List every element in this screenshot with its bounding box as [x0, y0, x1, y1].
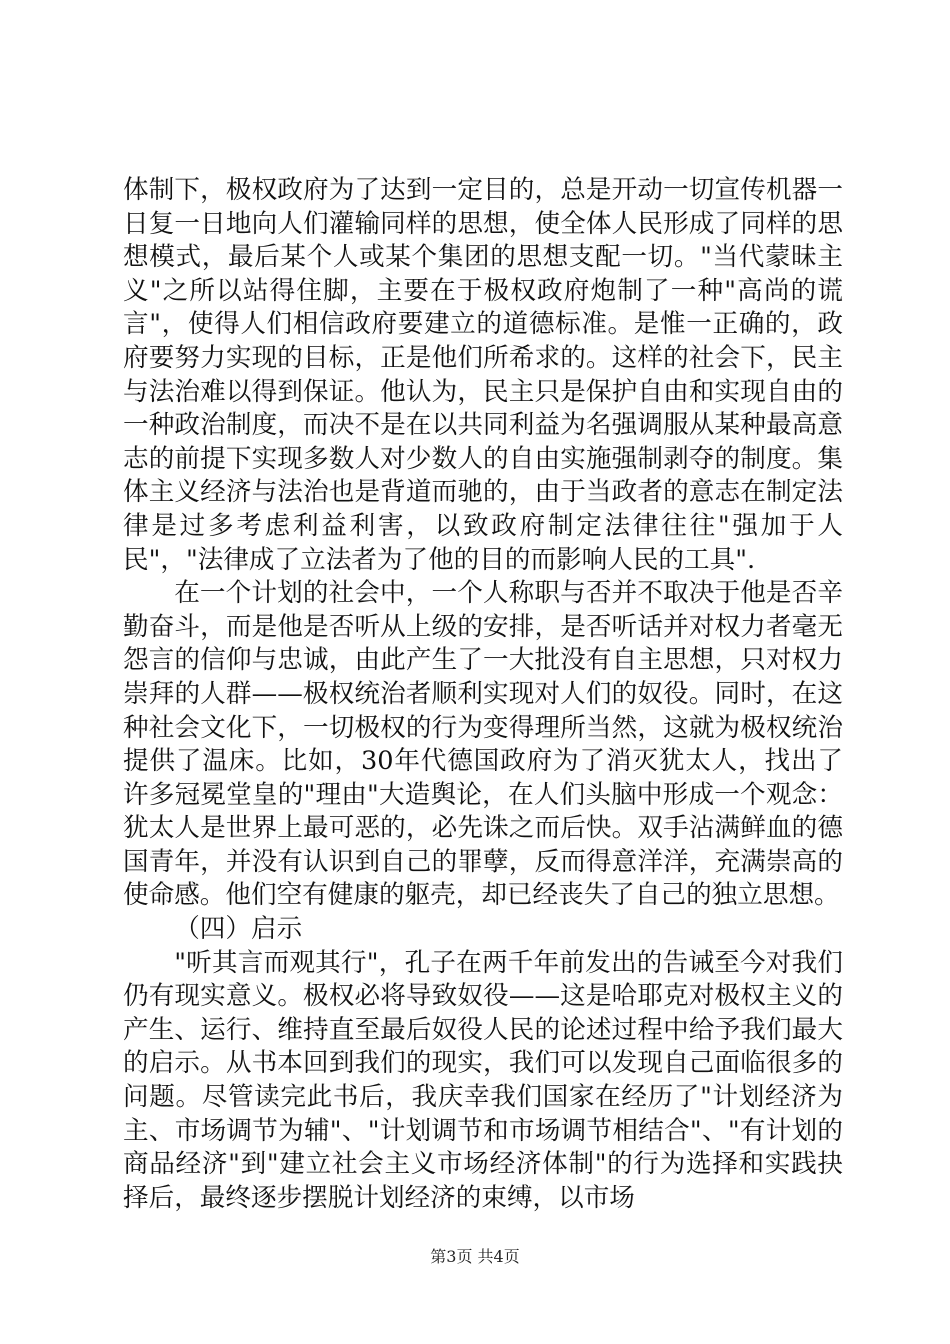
page-number-footer: 第3页 共4页	[430, 1247, 520, 1266]
body-paragraph-2: 在一个计划的社会中，一个人称职与否并不取决于他是否辛勤奋斗，而是他是否听从上级的安排，是否听话并对权力者毫无怨言的信仰与忠诚，由此产生了一大批没有自主思想，只对权力崇拜的人群——极权统治者顺利实现对人们的奴役。同时，在这种社会文化下，一切极权的行为变得理所当然，这就为极权统治提供了温床。比如，30年代德国政府为了消灭犹太人，找出了许多冠冕堂皇的"理由"大造舆论，在人们头脑中形成一个观念：犹太人是世界上最可恶的，必先诛之而后快。双手沾满鲜血的德国青年，并没有认识到自己的罪孽，反而得意洋洋，充满崇高的使命感。他们空有健康的躯壳，却已经丧失了自己的独立思想。	[123, 578, 843, 911]
body-paragraph-1: 体制下，极权政府为了达到一定目的，总是开动一切宣传机器一日复一日地向人们灌输同样的思想，使全体人民形成了同样的思想模式，最后某个人或某个集团的思想支配一切。"当代蒙昧主义"之所以站得住脚，主要在于极权政府炮制了一种"高尚的谎言"，使得人们相信政府要建立的道德标准。是惟一正确的，政府要努力实现的目标，正是他们所希求的。这样的社会下，民主与法治难以得到保证。他认为，民主只是保护自由和实现自由的一种政治制度，而决不是在以共同利益为名强调服从某种最高意志的前提下实现多数人对少数人的自由实施强制剥夺的制度。集体主义经济与法治也是背道而驰的，由于当政者的意志在制定法律是过多考虑利益利害，以致政府制定法律往往"强加于人民"，"法律成了立法者为了他的目的而影响人民的工具".	[123, 175, 843, 575]
body-paragraph-3: "听其言而观其行"，孔子在两千年前发出的告诫至今对我们仍有现实意义。极权必将导致奴役——这是哈耶克对极权主义的产生、运行、维持直至最后奴役人民的论述过程中给予我们最大的启示。从书本回到我们的现实，我们可以发现自己面临很多的问题。尽管读完此书后，我庆幸我们国家在经历了"计划经济为主、市场调节为辅"、"计划调节和市场调节相结合"、"有计划的商品经济"到"建立社会主义市场经济体制"的行为选择和实践抉择后，最终逐步摆脱计划经济的束缚，以市场	[123, 947, 843, 1213]
document-body	[123, 174, 843, 1215]
section-heading: （四）启示	[174, 914, 303, 945]
